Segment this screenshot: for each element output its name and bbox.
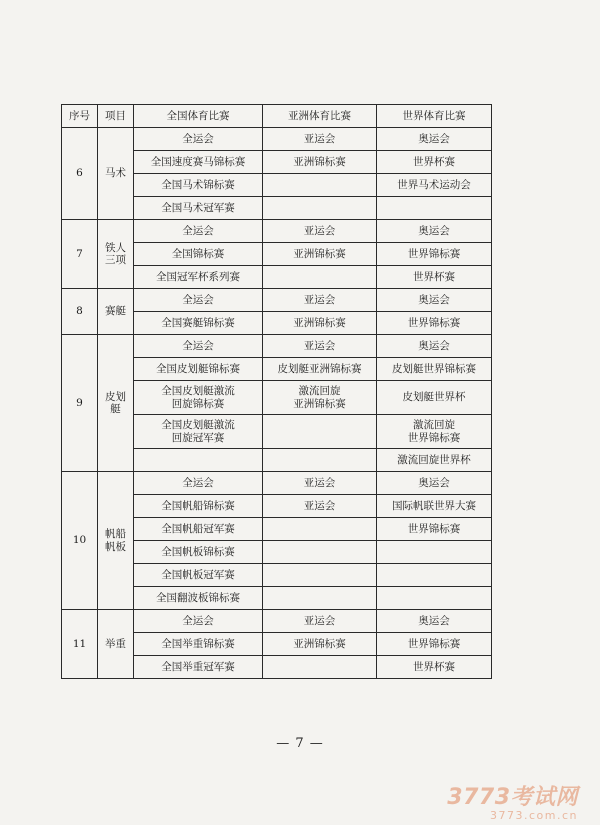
national-event-cell: 全运会 <box>134 128 263 151</box>
sport-name-cell: 马术 <box>98 128 134 220</box>
asian-event-cell: 亚运会 <box>263 128 377 151</box>
world-event-cell: 世界马术运动会 <box>377 174 492 197</box>
asian-event-cell: 亚运会 <box>263 610 377 633</box>
world-event-cell: 世界锦标赛 <box>377 243 492 266</box>
sport-name-cell: 皮划 艇 <box>98 335 134 472</box>
national-event-cell: 全运会 <box>134 472 263 495</box>
asian-event-cell <box>263 415 377 449</box>
table-header-row <box>62 105 492 128</box>
world-event-cell <box>377 197 492 220</box>
world-event-cell: 世界锦标赛 <box>377 312 492 335</box>
national-event-cell: 全国翻波板锦标赛 <box>134 587 263 610</box>
national-event-cell: 全国马术冠军赛 <box>134 197 263 220</box>
national-event-cell: 全国皮划艇锦标赛 <box>134 358 263 381</box>
asian-event-cell <box>263 266 377 289</box>
asian-event-cell <box>263 449 377 472</box>
watermark-logo-text: 3773考试网 <box>447 785 578 810</box>
table-row <box>62 472 492 495</box>
asian-event-cell: 亚运会 <box>263 495 377 518</box>
asian-event-cell <box>263 541 377 564</box>
world-event-cell: 奥运会 <box>377 220 492 243</box>
table-row <box>62 289 492 312</box>
asian-event-cell <box>263 518 377 541</box>
world-event-cell: 奥运会 <box>377 472 492 495</box>
table-row <box>62 610 492 633</box>
asian-event-cell: 皮划艇亚洲锦标赛 <box>263 358 377 381</box>
asian-event-cell: 亚洲锦标赛 <box>263 243 377 266</box>
sport-name-cell: 帆船 帆板 <box>98 472 134 610</box>
header-world: 世界体育比赛 <box>377 105 492 128</box>
national-event-cell: 全国举重锦标赛 <box>134 633 263 656</box>
national-event-cell: 全国帆船锦标赛 <box>134 495 263 518</box>
national-event-cell: 全国皮划艇激流 回旋锦标赛 <box>134 381 263 415</box>
sport-name-cell: 铁人 三项 <box>98 220 134 289</box>
table-row <box>62 335 492 358</box>
world-event-cell: 世界锦标赛 <box>377 633 492 656</box>
world-event-cell: 奥运会 <box>377 289 492 312</box>
sport-name-cell: 赛艇 <box>98 289 134 335</box>
world-event-cell: 世界杯赛 <box>377 656 492 679</box>
world-event-cell: 奥运会 <box>377 610 492 633</box>
header-national: 全国体育比赛 <box>134 105 263 128</box>
header-asian: 亚洲体育比赛 <box>263 105 377 128</box>
national-event-cell: 全国帆板冠军赛 <box>134 564 263 587</box>
national-event-cell: 全国马术锦标赛 <box>134 174 263 197</box>
sport-name-cell: 举重 <box>98 610 134 679</box>
header-sport: 项目 <box>98 105 134 128</box>
world-event-cell <box>377 564 492 587</box>
national-event-cell: 全国速度赛马锦标赛 <box>134 151 263 174</box>
national-event-cell <box>134 449 263 472</box>
world-event-cell: 激流回旋世界杯 <box>377 449 492 472</box>
asian-event-cell <box>263 656 377 679</box>
watermark-logo <box>447 780 578 822</box>
world-event-cell: 奥运会 <box>377 335 492 358</box>
national-event-cell: 全国皮划艇激流 回旋冠军赛 <box>134 415 263 449</box>
national-event-cell: 全国冠军杯系列赛 <box>134 266 263 289</box>
row-number-cell: 8 <box>62 289 98 335</box>
row-number-cell: 7 <box>62 220 98 289</box>
national-event-cell: 全运会 <box>134 335 263 358</box>
national-event-cell: 全运会 <box>134 610 263 633</box>
world-event-cell: 皮划艇世界杯 <box>377 381 492 415</box>
national-event-cell: 全运会 <box>134 220 263 243</box>
world-event-cell <box>377 587 492 610</box>
asian-event-cell: 亚运会 <box>263 289 377 312</box>
row-number-cell: 9 <box>62 335 98 472</box>
national-event-cell: 全国帆板锦标赛 <box>134 541 263 564</box>
header-number: 序号 <box>62 105 98 128</box>
table-row <box>62 128 492 151</box>
asian-event-cell <box>263 564 377 587</box>
row-number-cell: 11 <box>62 610 98 679</box>
table-body <box>62 128 492 679</box>
national-event-cell: 全国锦标赛 <box>134 243 263 266</box>
asian-event-cell: 亚运会 <box>263 335 377 358</box>
national-event-cell: 全国帆船冠军赛 <box>134 518 263 541</box>
sports-events-table <box>61 104 492 679</box>
national-event-cell: 全国举重冠军赛 <box>134 656 263 679</box>
page-number: — 7 — <box>276 736 324 751</box>
national-event-cell: 全国赛艇锦标赛 <box>134 312 263 335</box>
asian-event-cell: 亚洲锦标赛 <box>263 151 377 174</box>
watermark-url: 3773.com.cn <box>490 809 578 822</box>
world-event-cell <box>377 541 492 564</box>
world-event-cell: 世界杯赛 <box>377 266 492 289</box>
asian-event-cell: 激流回旋 亚洲锦标赛 <box>263 381 377 415</box>
world-event-cell: 世界杯赛 <box>377 151 492 174</box>
world-event-cell: 奥运会 <box>377 128 492 151</box>
asian-event-cell <box>263 587 377 610</box>
world-event-cell: 皮划艇世界锦标赛 <box>377 358 492 381</box>
asian-event-cell <box>263 197 377 220</box>
asian-event-cell: 亚洲锦标赛 <box>263 312 377 335</box>
asian-event-cell: 亚洲锦标赛 <box>263 633 377 656</box>
asian-event-cell: 亚运会 <box>263 220 377 243</box>
asian-event-cell: 亚运会 <box>263 472 377 495</box>
table-row <box>62 220 492 243</box>
row-number-cell: 10 <box>62 472 98 610</box>
world-event-cell: 世界锦标赛 <box>377 518 492 541</box>
national-event-cell: 全运会 <box>134 289 263 312</box>
row-number-cell: 6 <box>62 128 98 220</box>
world-event-cell: 激流回旋 世界锦标赛 <box>377 415 492 449</box>
asian-event-cell <box>263 174 377 197</box>
world-event-cell: 国际帆联世界大赛 <box>377 495 492 518</box>
